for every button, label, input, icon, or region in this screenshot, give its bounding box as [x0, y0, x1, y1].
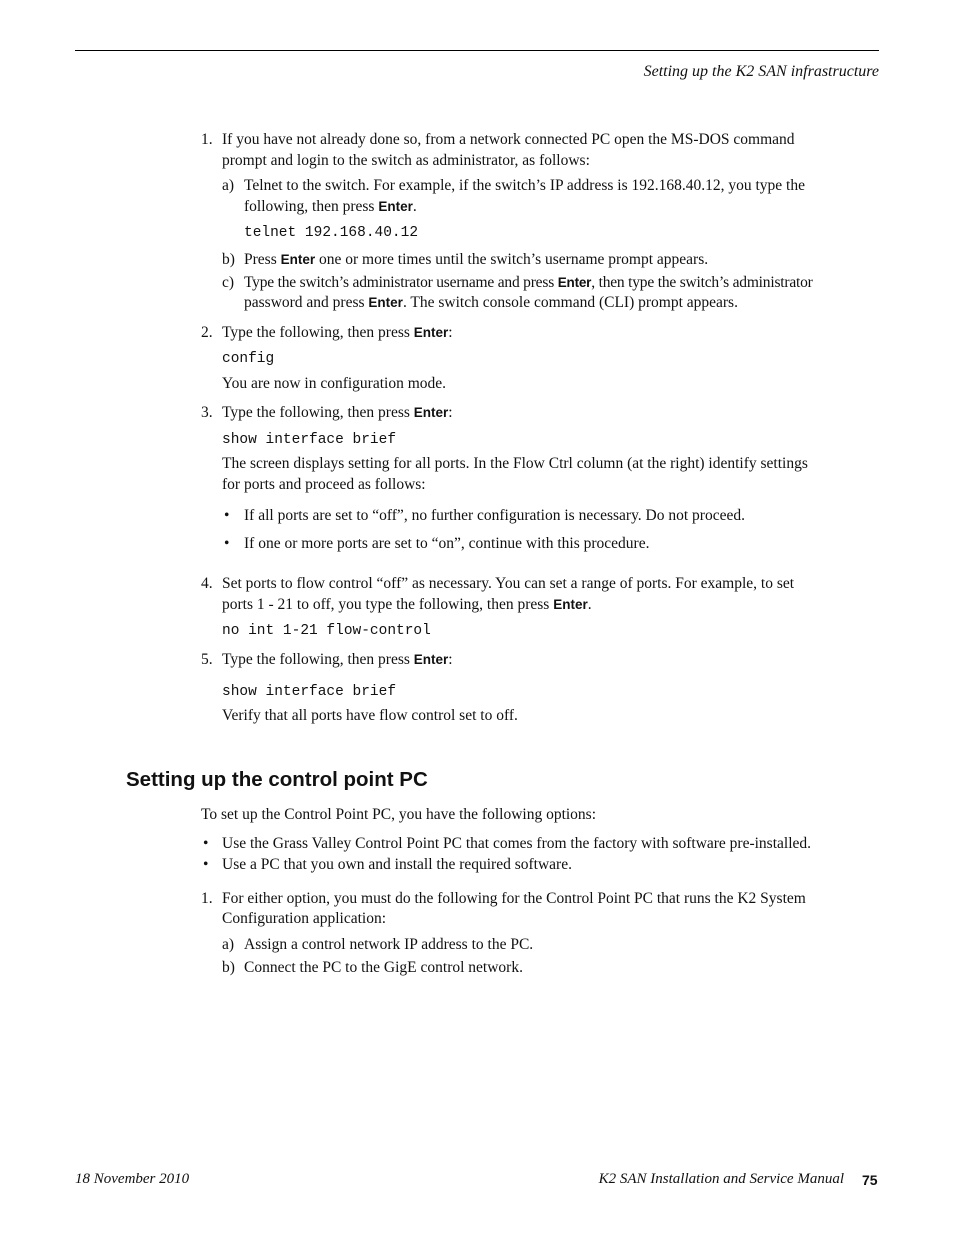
enter-key: Enter [557, 275, 592, 290]
section-step-1-number: 1. [201, 890, 213, 907]
step-2-number: 2. [201, 324, 213, 341]
footer-date: 18 November 2010 [75, 1171, 190, 1187]
enter-key: Enter [368, 295, 403, 310]
bullet-glyph: • [224, 507, 230, 524]
section-step-1a-text: Assign a control network IP address to the PC. [244, 936, 534, 953]
step-1c-text-line2: password and press Enter. The switch console command (CLI) prompt appears. [244, 294, 738, 311]
enter-key: Enter [280, 252, 316, 267]
enter-key: Enter [413, 405, 449, 420]
enter-key: Enter [413, 652, 449, 667]
step-3-desc-line2: for ports and proceed as follows: [222, 476, 426, 493]
step-5-number: 5. [201, 651, 213, 668]
step-1a-text-line2: following, then press Enter. [244, 198, 417, 215]
step-3-code: show interface brief [222, 432, 397, 448]
enter-key: Enter [413, 325, 449, 340]
section-heading: Setting up the control point PC [126, 768, 428, 791]
section-step-1b-text: Connect the PC to the GigE control network. [244, 959, 523, 976]
step-1a-text-line1: Telnet to the switch. For example, if the switch’s IP address is 192.168.40.12, you type the [244, 177, 805, 194]
section-step-1-line2: Configuration application: [222, 910, 387, 927]
bullet-glyph: • [224, 535, 230, 552]
section-intro: To set up the Control Point PC, you have the following options: [201, 806, 597, 823]
step-4-number: 4. [201, 575, 213, 592]
step-2-code: config [222, 351, 275, 367]
step-5-note: Verify that all ports have flow control set to off. [222, 707, 518, 724]
step-1c-text-line1: Type the switch’s administrator username and press Enter, then type the switch’s administrator [244, 274, 813, 291]
step-2-note: You are now in configuration mode. [222, 375, 447, 392]
step-1a-code: telnet 192.168.40.12 [244, 225, 419, 241]
step-2-text: Type the following, then press Enter: [222, 324, 453, 341]
step-1b-label: b) [222, 251, 235, 268]
bullet-glyph: • [203, 835, 209, 852]
step-3-desc-line1: The screen displays setting for all ports. In the Flow Ctrl column (at the right) identify settings [222, 455, 808, 472]
step-1-number: 1. [201, 131, 213, 148]
footer-manual-title: K2 SAN Installation and Service Manual [598, 1171, 844, 1187]
section-step-1-line1: For either option, you must do the following for the Control Point PC that runs the K2 System [222, 890, 806, 907]
step-1a-label: a) [222, 177, 235, 194]
bullet-glyph: • [203, 856, 209, 873]
step-3-bullet-2: If one or more ports are set to “on”, continue with this procedure. [244, 535, 650, 552]
step-4-text-line2: ports 1 - 21 to off, you type the following, then press Enter. [222, 596, 592, 613]
enter-key: Enter [553, 597, 588, 612]
step-1-text-line1: If you have not already done so, from a network connected PC open the MS-DOS command [222, 131, 795, 148]
enter-key: Enter [378, 199, 413, 214]
step-4-code: no int 1-21 flow-control [222, 623, 431, 639]
running-header: Setting up the K2 SAN infrastructure [643, 63, 879, 80]
header-rule [75, 50, 879, 51]
step-5-code: show interface brief [222, 684, 397, 700]
section-step-1b-label: b) [222, 959, 235, 976]
section-bullet-2: Use a PC that you own and install the required software. [222, 856, 572, 873]
page-number: 75 [862, 1172, 878, 1188]
step-3-number: 3. [201, 404, 213, 421]
step-1c-label: c) [222, 274, 235, 291]
step-1b-text: Press Enter one or more times until the switch’s username prompt appears. [244, 251, 709, 268]
step-5-text: Type the following, then press Enter: [222, 651, 453, 668]
step-3-text: Type the following, then press Enter: [222, 404, 453, 421]
step-1-text-line2: prompt and login to the switch as administrator, as follows: [222, 152, 590, 169]
step-4-text-line1: Set ports to flow control “off” as necessary. You can set a range of ports. For example, to set [222, 575, 795, 592]
section-step-1a-label: a) [222, 936, 235, 953]
section-bullet-1: Use the Grass Valley Control Point PC that comes from the factory with software pre-installed. [222, 835, 812, 852]
step-3-bullet-1: If all ports are set to “off”, no further configuration is necessary. Do not proceed. [244, 507, 745, 524]
